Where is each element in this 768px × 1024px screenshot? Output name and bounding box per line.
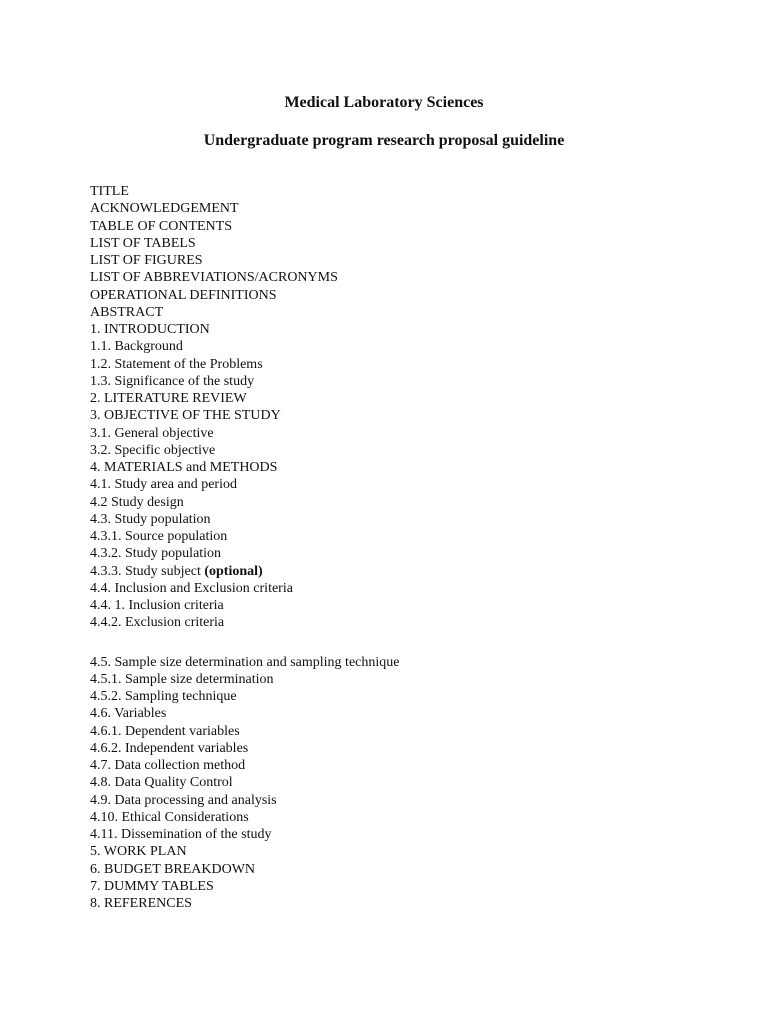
list-item: 4.3.2. Study population <box>90 546 222 562</box>
document-subheading: Undergraduate program research proposal guideline <box>203 132 565 149</box>
list-item: 4.3. Study population <box>90 511 211 527</box>
list-item: 4.6.1. Dependent variables <box>90 723 240 739</box>
list-item: 4.9. Data processing and analysis <box>90 792 277 808</box>
list-item: 8. REFERENCES <box>90 896 192 911</box>
list-item: 1. INTRODUCTION <box>90 322 210 337</box>
list-item: 1.3. Significance of the study <box>90 373 255 389</box>
list-item: 4.5.2. Sampling technique <box>90 689 237 704</box>
contents-list <box>90 183 399 912</box>
list-item: TABLE OF CONTENTS <box>90 218 232 234</box>
list-item: OPERATIONAL DEFINITIONS <box>90 287 277 303</box>
list-item: 6. BUDGET BREAKDOWN <box>90 861 256 877</box>
list-item: 4.6. Variables <box>90 706 167 722</box>
list-item: 4.11. Dissemination of the study <box>90 827 272 842</box>
list-item: 4.3.3. Study subject (optional) <box>90 563 263 579</box>
list-item: 3.1. General objective <box>90 425 214 441</box>
list-item: 4.2 Study design <box>90 494 184 510</box>
list-item: TITLE <box>90 184 129 199</box>
list-item: 4.5.1. Sample size determination <box>90 671 274 687</box>
list-item: 4. MATERIALS and METHODS <box>90 460 278 475</box>
list-item: 4.5. Sample size determination and sampling technique <box>90 654 400 670</box>
list-item: 4.3.1. Source population <box>90 529 228 544</box>
list-item: 4.4. 1. Inclusion criteria <box>90 598 224 613</box>
list-item: LIST OF FIGURES <box>90 253 203 268</box>
list-item: 4.4.2. Exclusion criteria <box>90 615 225 631</box>
list-item: ABSTRACT <box>90 304 164 320</box>
list-item: 1.1. Background <box>90 339 183 355</box>
document-heading: Medical Laboratory Sciences <box>284 94 484 111</box>
list-item: 4.10. Ethical Considerations <box>90 809 249 825</box>
list-item: 4.4. Inclusion and Exclusion criteria <box>90 580 293 596</box>
list-item: ACKNOWLEDGEMENT <box>90 201 239 217</box>
list-item: 4.6.2. Independent variables <box>90 740 249 756</box>
list-item: 7. DUMMY TABLES <box>90 878 214 894</box>
list-item: 5. WORK PLAN <box>90 844 187 860</box>
list-item: 4.8. Data Quality Control <box>90 775 233 791</box>
list-item: 1.2. Statement of the Problems <box>90 356 263 372</box>
list-item: LIST OF ABBREVIATIONS/ACRONYMS <box>90 270 338 286</box>
list-item: LIST OF TABELS <box>90 235 196 251</box>
list-item: 3. OBJECTIVE OF THE STUDY <box>90 408 281 424</box>
list-item: 3.2. Specific objective <box>90 442 216 458</box>
optional-note: (optional) <box>204 563 263 579</box>
list-item: 4.7. Data collection method <box>90 758 246 773</box>
list-item: 2. LITERATURE REVIEW <box>90 391 247 406</box>
list-item: 4.1. Study area and period <box>90 477 237 493</box>
